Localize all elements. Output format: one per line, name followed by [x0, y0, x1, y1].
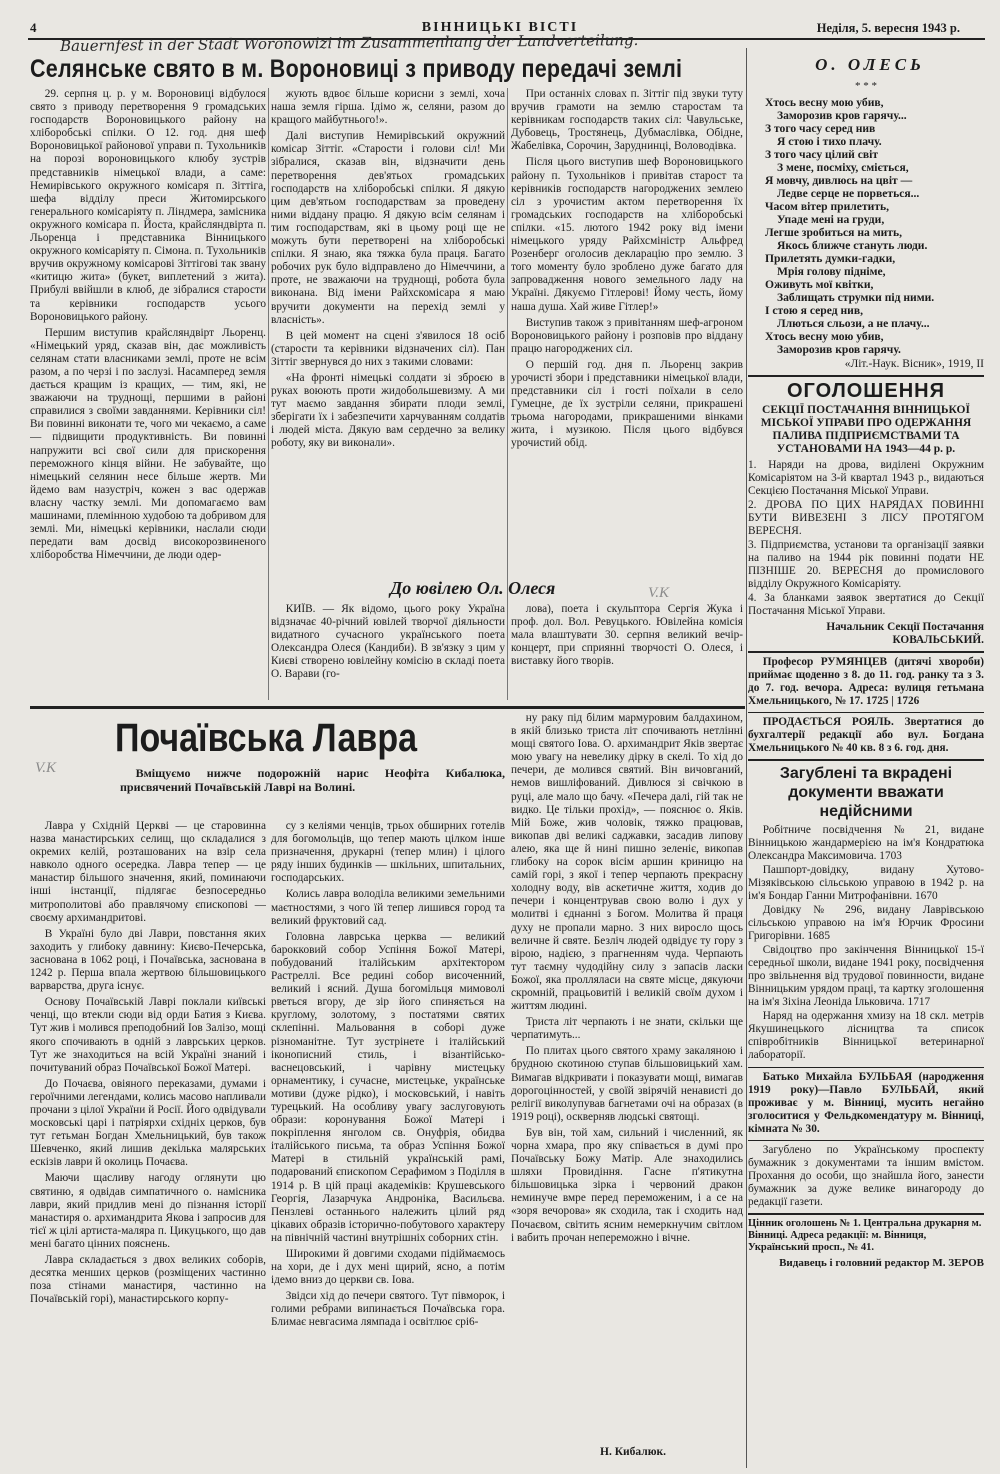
piano-ad: ПРОДАЄТЬСЯ РОЯЛЬ. Звертатися до бухгалтерії редакції або вул. Богдана Хмельницького № 40 кв. 8 з 6. год. дня. — [748, 712, 984, 755]
paragraph: «На фронті німецькі солдати зі зброєю в руках воюють проти жидобольшевизму. А ми тут маємо завдання збирати плоди землі, зберігати їх і забезпечити харчуванням солдатів і людей міста. Дякую вам сердечно за велику роботу, яку ви виконали». — [271, 371, 505, 450]
poem-line: Якось ближче стануть люди. — [777, 239, 928, 252]
paragraph: Першим виступив крайсляндвірт Льоренц. «Німецький уряд, сказав він, дає можливість селянам стати власниками землі, проте не всім разом, а по черзі і по заслузі. Насамперед земля дається кращим із кращих, — тим, які, не зважаючи на труднощі, першими в районі справилися з своїми завданнями. Керівники сіл! Ви повинні виконати те, чого ми чекаємо, а саме — підвищити продуктивність. Ви повинні напружити всі свої сили для прискорення переможного кінця війни. Не забувайте, що німецький селянин несе більше жертв. Ми йдемо вам назустріч, кожен з вас одержав власну частку землі. Ми допомагаємо вам машинами, племінною худобою та добривом для землі. Ми, німецькі керівники, наслали сюди передати вам досвід високорозвиненого хліборобства Німеччини, де люди одер- — [30, 326, 266, 562]
paragraph: Свідоцтво про закінчення Вінницької 15-ї середньої школи, видане 1941 року, посвідчення про звільнення від трудової повинности, видане Вінницьким урядом праці, та картку зголошення на ім'я Зіхіна Леоніда Ільковича. 1717 — [748, 944, 984, 1008]
paragraph: лова), поета і скульптора Сергія Жука і проф. дол. Вол. Ревуцького. Ювілейна комісія мала влаштувати 30. серпня великий вечір-концерт, при сприянні творчості О. Олеся, і виставку його творів. — [511, 603, 743, 668]
article-column — [511, 88, 743, 573]
poem-line: Часом вітер прилетить, — [765, 200, 890, 213]
poem-line: Хтось весну мою убив, — [765, 330, 884, 343]
doctor-ad: Професор РУМЯНЦЕВ (дитячі хвороби) приймає щоденно з 8. до 11. год. ранку та з 3. до 7. год. вечора. Адреса: вулиця гетьмана Хмельницького, № 17. 1725 | 1726 — [748, 651, 984, 708]
issue-date: Неділя, 5. вересня 1943 р. — [816, 21, 960, 35]
article-subtitle: До ювілею Ол. Олеся — [390, 578, 556, 598]
lost-documents-title: Загублені та вкрадені документи вважати недійсними — [748, 759, 984, 821]
paragraph: Виступив також з привітанням шеф-агроном Вороновицького району і розповів про віддану працю нагороджених сіл. — [511, 316, 743, 355]
poem-line: Оживуть мої квітки, — [765, 278, 874, 291]
paragraph: Звідси хід до печери святого. Тут півморок, і голими ребрами випинається Почаївська гора. Блимає невгасима лямпада і освітлює срі6- — [271, 1290, 505, 1329]
paragraph: 2. ДРОВА ПО ЦИХ НАРЯДАХ ПОВИННІ БУТИ ВИВЕЗЕНІ З ЛІСУ ПРОТЯГОМ ВЕРЕСНЯ. — [748, 499, 984, 537]
paragraph: 4. За бланками заявок звертатися до Секції Постачання Міської Управи. — [748, 592, 984, 617]
announcement-signature: Начальник Секції Постачання КОВАЛЬСЬКИЙ. — [826, 621, 984, 646]
poem-line: Я стою і тихо плачу. — [777, 135, 882, 148]
paragraph: О першій год. дня п. Льоренц закрив урочисті збори і представники німецької влади, представники сіл і гості поїхали в село Гумецне, де їх зустріли селяни, прикрашені трьома нагородами, прикрашеними вінками жита, і музикою. Після цього відбувся урочистий обід. — [511, 358, 743, 450]
article-title: Селянське свято в м. Вороновиці з приводу передачі землі — [30, 55, 683, 83]
paragraph: Після цього виступив шеф Вороновицького району п. Тухольніков і привітав старост та керівників господарств нагороджених землею сіл з урочистим актом перетворення їх громадських господарств на хліборобські спілки. «15. лютого 1942 року від імени німецького уряду Райхсміністр Альфред Розенберг оголосив декларацію про землю. З того моменту було зроблено дуже багато для запровадження нового земельного ладу на Україні. Дякуємо Гітлерові! Йому честь, йому наша душа. Хай живе Гітлер!» — [511, 156, 743, 313]
paragraph: 1. Наряди на дрова, виділені Окружним Комісаріятом на 3-й квартал 1943 р., видаються Секцією Постачання Міської Управи. — [748, 459, 984, 497]
paragraph: су з келіями ченців, трьох обширних готелів для богомольців, що тепер мають цілком інше призначення, друкарні (тепер млин) і цілого ряду інших будинків — шкільних, шпитальних, господарських. — [271, 820, 505, 885]
poem-line: Я мовчу, дивлюсь на цвіт — — [765, 174, 913, 187]
article-column — [271, 603, 505, 700]
article-column — [30, 88, 266, 700]
paragraph: Лавра у Східній Церкві — це старовинна назва манастирських селищ, що складалися з окремих келій, розташованих на взір села навколо одного осередка. Лавра тепер — це манастир більшого значення, який, поминаючи інші інстанції, підлягає безпосередньо митрополитові або правлячому єпископові — своєму архимандритові. — [30, 820, 266, 924]
paragraph: В цей момент на сцені з'явилося 18 осіб (старости та керівники відзначених сіл). Пан Зіттіг звернувся до них з такими словами: — [271, 329, 505, 368]
announcement-title: ОГОЛОШЕННЯ — [748, 375, 984, 402]
poem-line: Хтось весну мою убив, — [765, 96, 884, 109]
poem-line: Упаде мені на груди, — [777, 213, 885, 226]
poem-line: І стою я серед нив, — [765, 304, 863, 317]
marginal-note: V.K — [648, 585, 669, 601]
poem-line: Легше зробиться на мить, — [765, 226, 903, 239]
handwritten-note: Bauernfest in der Stadt Woronowizi im Zusammenhang der Landverteilung. — [59, 30, 639, 56]
paragraph: 3. Підприємства, установи та організації заявки на паливо на 1944 рік повинні подати НЕ ПІЗНІШЕ 20. ВЕРЕСНЯ до промислового відділу Окружного Комісаріяту. — [748, 539, 984, 590]
paragraph: жують вдвоє більше корисни з землі, хоча наша земля гірша. Ідімо ж, селяни, разом до кращого майбутнього!». — [271, 88, 505, 127]
paragraph: В Україні було дві Лаври, повстання яких заходить у глибоку давнину: Києво-Печерська, заснована в 1062 році, і Почаївська, заснована в 1242 р. Перша впала жертвою більшовицького варварства, друга існує. — [30, 927, 266, 993]
paragraph: 29. серпня ц. р. у м. Вороновиці відбулося свято з приводу перетворення 9 громадських господарств Вороновицького району на хліборобські спілки. О 12. год. дня шеф Вороновицької районової управи п. Тухольників на порозі вороновицького клюбу зустрів представників німецької влади, а саме: Немирівського окружного комісаря п. Зіттіга, шефа відділу преси Житомирського генерального комісаріяту п. Ліндмера, замісника окружного комісара п. Йоста, крайсляндвірта п. Льоренца і представника Вінницького окружного комісаріяту п. Сімона. п. Тухольників вручив окружному комісарові Зіттігові так звану «китицю жита» (букет, виплетений з жита). Прибулі ввійшли в клюб, де зібралися старости та керівники господарств усього Вороновицького району. — [30, 88, 266, 323]
article-column — [511, 712, 743, 1442]
poem-line: Заморозив кров гарячу... — [777, 109, 907, 122]
paragraph: Був він, той хам, сильний і численний, як чорна хмара, про яку співається в думі про Почаївську Божу Матір. Але знаходились шляхи Провидіння. Гасне п'ятикутна більшовицька зірка і червоний дракон неминуче вмре перед переможеним, і а се на «зоря вечорова» як сходила, так і сходить над Почаєвом, світить ясним немеркнучим світлом і вабить прочан непереможно і вічне. — [511, 1126, 743, 1244]
article-column — [511, 603, 743, 700]
article-intro: Вміщуємо нижче подорожній нарис Неофіта Кибалюка, присвячений Почаївській Лаврі на Волині. — [120, 766, 505, 794]
marginal-note: V.K — [35, 760, 56, 776]
poem-line: З того часу серед нив — [765, 122, 876, 135]
paragraph: Довідку № 296, видану Лаврівською сільською управою на ім'я Юрчик Фросини Григорівни. 1685 — [748, 904, 984, 942]
poem-line: Ледве серце не порветься... — [777, 187, 920, 200]
column-divider — [507, 88, 508, 700]
father-notice: Батько Михайла БУЛЬБАЯ (народження 1919 року)—Павло БУЛЬБАЙ, який проживає у м. Вінниці, мусить негайно зголоситися у Фельдкомендатуру м. Вінниці, кімната № 30. — [748, 1067, 984, 1136]
poem-line: З мене, посміху, сміється, — [777, 161, 909, 174]
article-column — [30, 820, 266, 1465]
poem-stars: * * * — [855, 80, 877, 92]
announcement-items — [748, 459, 984, 619]
column-divider — [268, 88, 269, 700]
poem-line: Прилетять думки-гадки, — [765, 252, 896, 265]
paragraph: Лавра складається з двох великих соборів, десятка менших церков (розміщених частинно поза стінами манастиря, частинно на Почаївській горі), манастирського корпу- — [30, 1254, 266, 1306]
imprint: Цінник оголошень № 1. Центральна друкарня м. Вінниці. Адреса редакції: м. Вінниця, Український просп., № 41. — [748, 1213, 984, 1254]
poem-line: Мрія голову підніме, — [777, 265, 886, 278]
page-number: 4 — [30, 20, 37, 35]
paragraph: Наряд на одержання хмизу на 18 скл. метрів Якушинецького лісництва та список співробітників Вінницької ветеринарної лабораторії. — [748, 1010, 984, 1061]
editor: Видавець і головний редактор М. ЗЕРОВ — [779, 1257, 984, 1269]
section-rule — [30, 706, 745, 709]
poem-line: Ллються сльози, а не плачу... — [777, 317, 930, 330]
paragraph: Далі виступив Немирівський окружний комісар Зіттіг. «Старости і голови сіл! Ми зібралися, сказав він, відзначити день перетворення дев'ятьох громадських господарств на хліборобські спілки. Я дякую цим дев'ятьом господарствам за проведену ними віддану працю. Я дякую всім селянам і тим господарствам, які в цьому році ще не можуть бути перетворені на хліборобські спілки. Я знаю, яка тяжка була праця. Багато робочих рук було відправлено до Німеччини, а проте, не зважаючи на труднощі, робота була виконана. Від імени Райхскомісара я маю вручити документи на перехід землі у власність». — [271, 130, 505, 326]
paragraph: Колись лавра володіла великими земельними маєтностями, з чого їй тепер лишився город та великий фруктовий сад. — [271, 888, 505, 927]
paragraph: При останніх словах п. Зіттіг під звуки туту вручив грамоти на землю старостам та керівникам господарств таких сіл: Чавульське, Дубовець, Тростянець, Дубмаслівка, Обідне, Жабелівка, Сорочин, Заруднинці, Воловодівка. — [511, 88, 743, 153]
column-divider — [746, 48, 747, 1468]
lost-documents-list — [748, 824, 984, 1063]
poem-line: З того часу цілий світ — [765, 148, 879, 161]
paragraph: Основу Почаївській Лаврі поклали київські ченці, що втекли сюди від орди Батия з Києва. Тут жив і молився преподобний Іов Залізо, мощі якого спочивають в одній з лаврських церков. Тут же знаходиться на всій Україні знаний і почитуваний образ Почаївської Божої Матері. — [30, 996, 266, 1074]
paragraph: Триста літ черпають і не знати, скільки ще черпатимуть... — [511, 1016, 743, 1042]
poem-lines — [765, 96, 985, 356]
paragraph: До Почаєва, овіяного переказами, думами і героїчними легендами, колись масово напливали прочани з цілої України й Росії. Його одвідували московські царі і патріярхи східніх церков, був тут гетьман Богдан Хмельницький, був також Шевченко, який лишив декілька малярських ескізів лаври й околиць Почаєва. — [30, 1077, 266, 1169]
lost-wallet-notice: Загублено по Українському проспекту бумажник з документами та іншим вмістом. Прохання до особи, що знайшла його, занести бумажник за дуже велике винагороду до редакції газети. — [748, 1140, 984, 1209]
article-column — [271, 820, 505, 1465]
paragraph: Робітниче посвідчення № 21, видане Вінницькою жандармерією на ім'я Кондратюка Олександра Максимовича. 1703 — [748, 824, 984, 862]
poem-author: О. ОЛЕСЬ — [815, 55, 925, 74]
announcement-subtitle: СЕКЦІЇ ПОСТАЧАННЯ ВІННИЦЬКОЇ МІСЬКОЇ УПРАВИ ПРО ОДЕРЖАННЯ ПАЛИВА ПІДПРИЄМСТВАМИ ТА УСТАНОВАМИ НА 1943—44 р. р. — [760, 404, 972, 455]
right-column — [748, 358, 984, 1270]
paragraph: Маючи щасливу нагоду оглянути цю святиню, я одвідав симпатичного о. намісника лаври, який придлив мені до пізнання історії манастиря о. архимандрита Якова і запросив для тієї ж цілі артиста-маляра п. Цикуцького, що дав мені багато цінних пояснень. — [30, 1172, 266, 1250]
poem-source: «Літ.-Наук. Вісник», 1919, II — [844, 358, 984, 370]
poem-line: Заморозив кров гарячу. — [777, 343, 901, 356]
paragraph: По плитах цього святого храму закаляною і брудною скотиною ступав більшовицький хам. Вимагав відкривати і показувати мощі, вимагав дорогоцінностей, у своїй звірячій ненависті до релігії виколупував багнетами очі на образах (в 1919 році), оскверняв людські святощі. — [511, 1045, 743, 1123]
paragraph: Головна лаврська церква — великий барокковий собор Успіння Божої Матері, побудований італійським архітектором Растреллі. Все редині собор височенний, великий і ясний. Душа богомільця мимоволі рветься вгору, де зір його спиняється на круглому, золотому, з постатями святих склепінні. Мальовання в соборі дуже різноманітне. Тут зустрінете і італійський іконописний стиль, і візантійсько-васнецовський, і чарівну мистецьку орнаментику, і сучасне, мистецьке, українське мотиви (дуже рідко), і московський, і навіть турецький. На особливу увагу заслуговують образи: коронування Божої Матері і покріплення янголом св. Онуфрія, обидва італійського письма, та образ Успіння Божої Матері в стильній українській рамі, подарований єпископом Серафимом з Поділля в 1914 р. В цій праці академіків: Крушевського Георгія, Лазарчука Андроніка, Васильєва. Пензлеві останнього належить цілий ряд цікавих образів історично-побутового характеру на північній частині внутрішніх соборних стін. — [271, 930, 505, 1244]
paragraph: Пашпорт-довідку, видану Хутово-Мізяківською сільською управою в 1942 р. на ім'я Бондар Ганни Митрофанівни. 1670 — [748, 864, 984, 902]
article-author: Н. Кибалюк. — [600, 1446, 667, 1458]
paragraph: КИЇВ. — Як відомо, цього року Україна відзначає 40-річний ювілей творчої діяльности видатного сучасного українського поета Олександра Олеся (Кандиби). В зв'язку з цим у Києві створено ювілейну комісію в складі поета О. Варави (го- — [271, 603, 505, 681]
paragraph: ну раку під білим мармуровим балдахином, в якій близько триста літ спочивають нетлінні мощі святого Іова. О. архимандрит Яків звертає мою увагу на невелику дірку в скелі. То хід до печери, де молився святий. Він вичовганий, немов вишліфований. Дивлюся зі свічкою в руці, але мало що бачу. «Печера далі, гій так не видко. Це тільки прохід», — пояснює о. Яків. Мій Боже, жив чоловік, тяжко працював, викопав дві великі саджавки, засадив липову алею, яка ще й нині пишно зеленіє, викопав глибоку на сорок вісім аршин криницю на самій горі, з якої і тепер черпають прекрасну холодну воду, вів аскетичне життя, ходив до печери і концентрував свою волю і дух у молитві і єднанні з Богом. Молитва й праця духу не пропали марно. З них виросло щось величне й святе. Безліч людей одвідує ту гору з вірою, надією, з прагненням чуда. Черпають тут таємну чудодійну силу з запасів ласки Божої, яка пролляласи на святе місце, дякуючи скромній, працьовитій і великій своїм духом і життям людині. — [511, 712, 743, 1013]
article-title: Почаївська Лавра — [115, 716, 418, 760]
article-column — [271, 88, 505, 573]
paragraph: Широкими й довгими сходами підіймаємось на хори, де і дух мені щирий, ясно, а потім ідемо вниз до церкви св. Іова. — [271, 1248, 505, 1287]
poem-line: Заблищать струмки під ними. — [777, 291, 935, 304]
newspaper-name: ВІННИЦЬКІ ВІСТІ — [421, 20, 579, 35]
